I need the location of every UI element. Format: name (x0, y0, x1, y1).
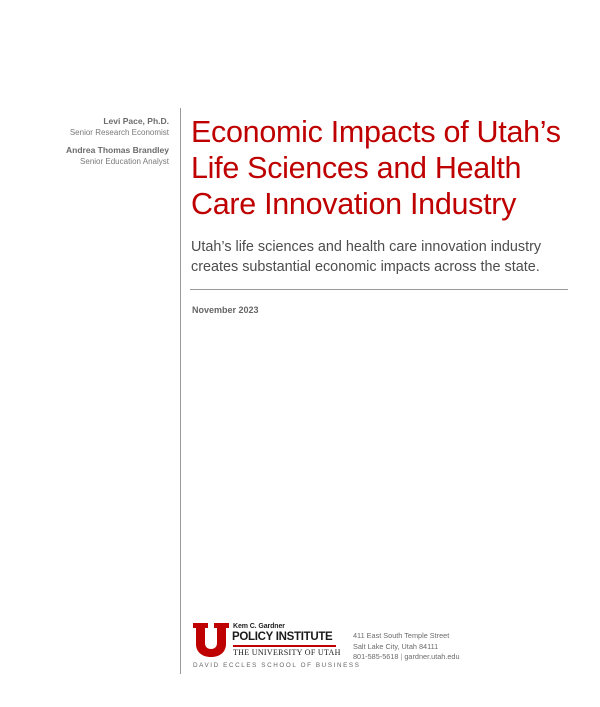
logo-university-name: THE UNIVERSITY OF UTAH (233, 648, 341, 657)
author-role: Senior Education Analyst (80, 157, 169, 166)
contact-separator: | (400, 652, 403, 661)
report-subtitle (191, 237, 576, 277)
subtitle-line: Utah’s life sciences and health care innovation industry (191, 239, 542, 255)
university-u-logo-icon (193, 623, 229, 657)
author-name: Andrea Thomas Brandley (66, 145, 169, 155)
address-street: 411 East South Temple Street (353, 631, 450, 640)
report-title (191, 114, 591, 222)
phone-number: 801-585-5618 (353, 652, 399, 661)
author-2 (9, 145, 169, 167)
website-link[interactable]: gardner.utah.edu (404, 652, 460, 661)
title-line: Care Innovation Industry (191, 187, 517, 221)
school-name: DAVID ECCLES SCHOOL OF BUSINESS (193, 662, 361, 669)
author-1 (9, 116, 169, 138)
vertical-divider (180, 108, 181, 674)
subtitle-line: creates substantial economic impacts across the state. (191, 259, 540, 275)
logo-small-text: Kem C. Gardner (233, 623, 285, 630)
horizontal-divider (190, 289, 568, 290)
publication-date: November 2023 (192, 305, 259, 315)
address-city: Salt Lake City, Utah 84111 (353, 641, 439, 651)
title-line: Economic Impacts of Utah’s (191, 115, 561, 149)
author-name: Levi Pace, Ph.D. (103, 116, 169, 126)
address-contact (353, 652, 460, 663)
authors-block (9, 116, 169, 167)
title-line: Life Sciences and Health (191, 151, 522, 185)
author-role: Senior Research Economist (69, 128, 169, 137)
logo-institute-name: POLICY INSTITUTE (232, 631, 333, 643)
address-block (353, 631, 460, 663)
logo-divider (233, 645, 336, 647)
